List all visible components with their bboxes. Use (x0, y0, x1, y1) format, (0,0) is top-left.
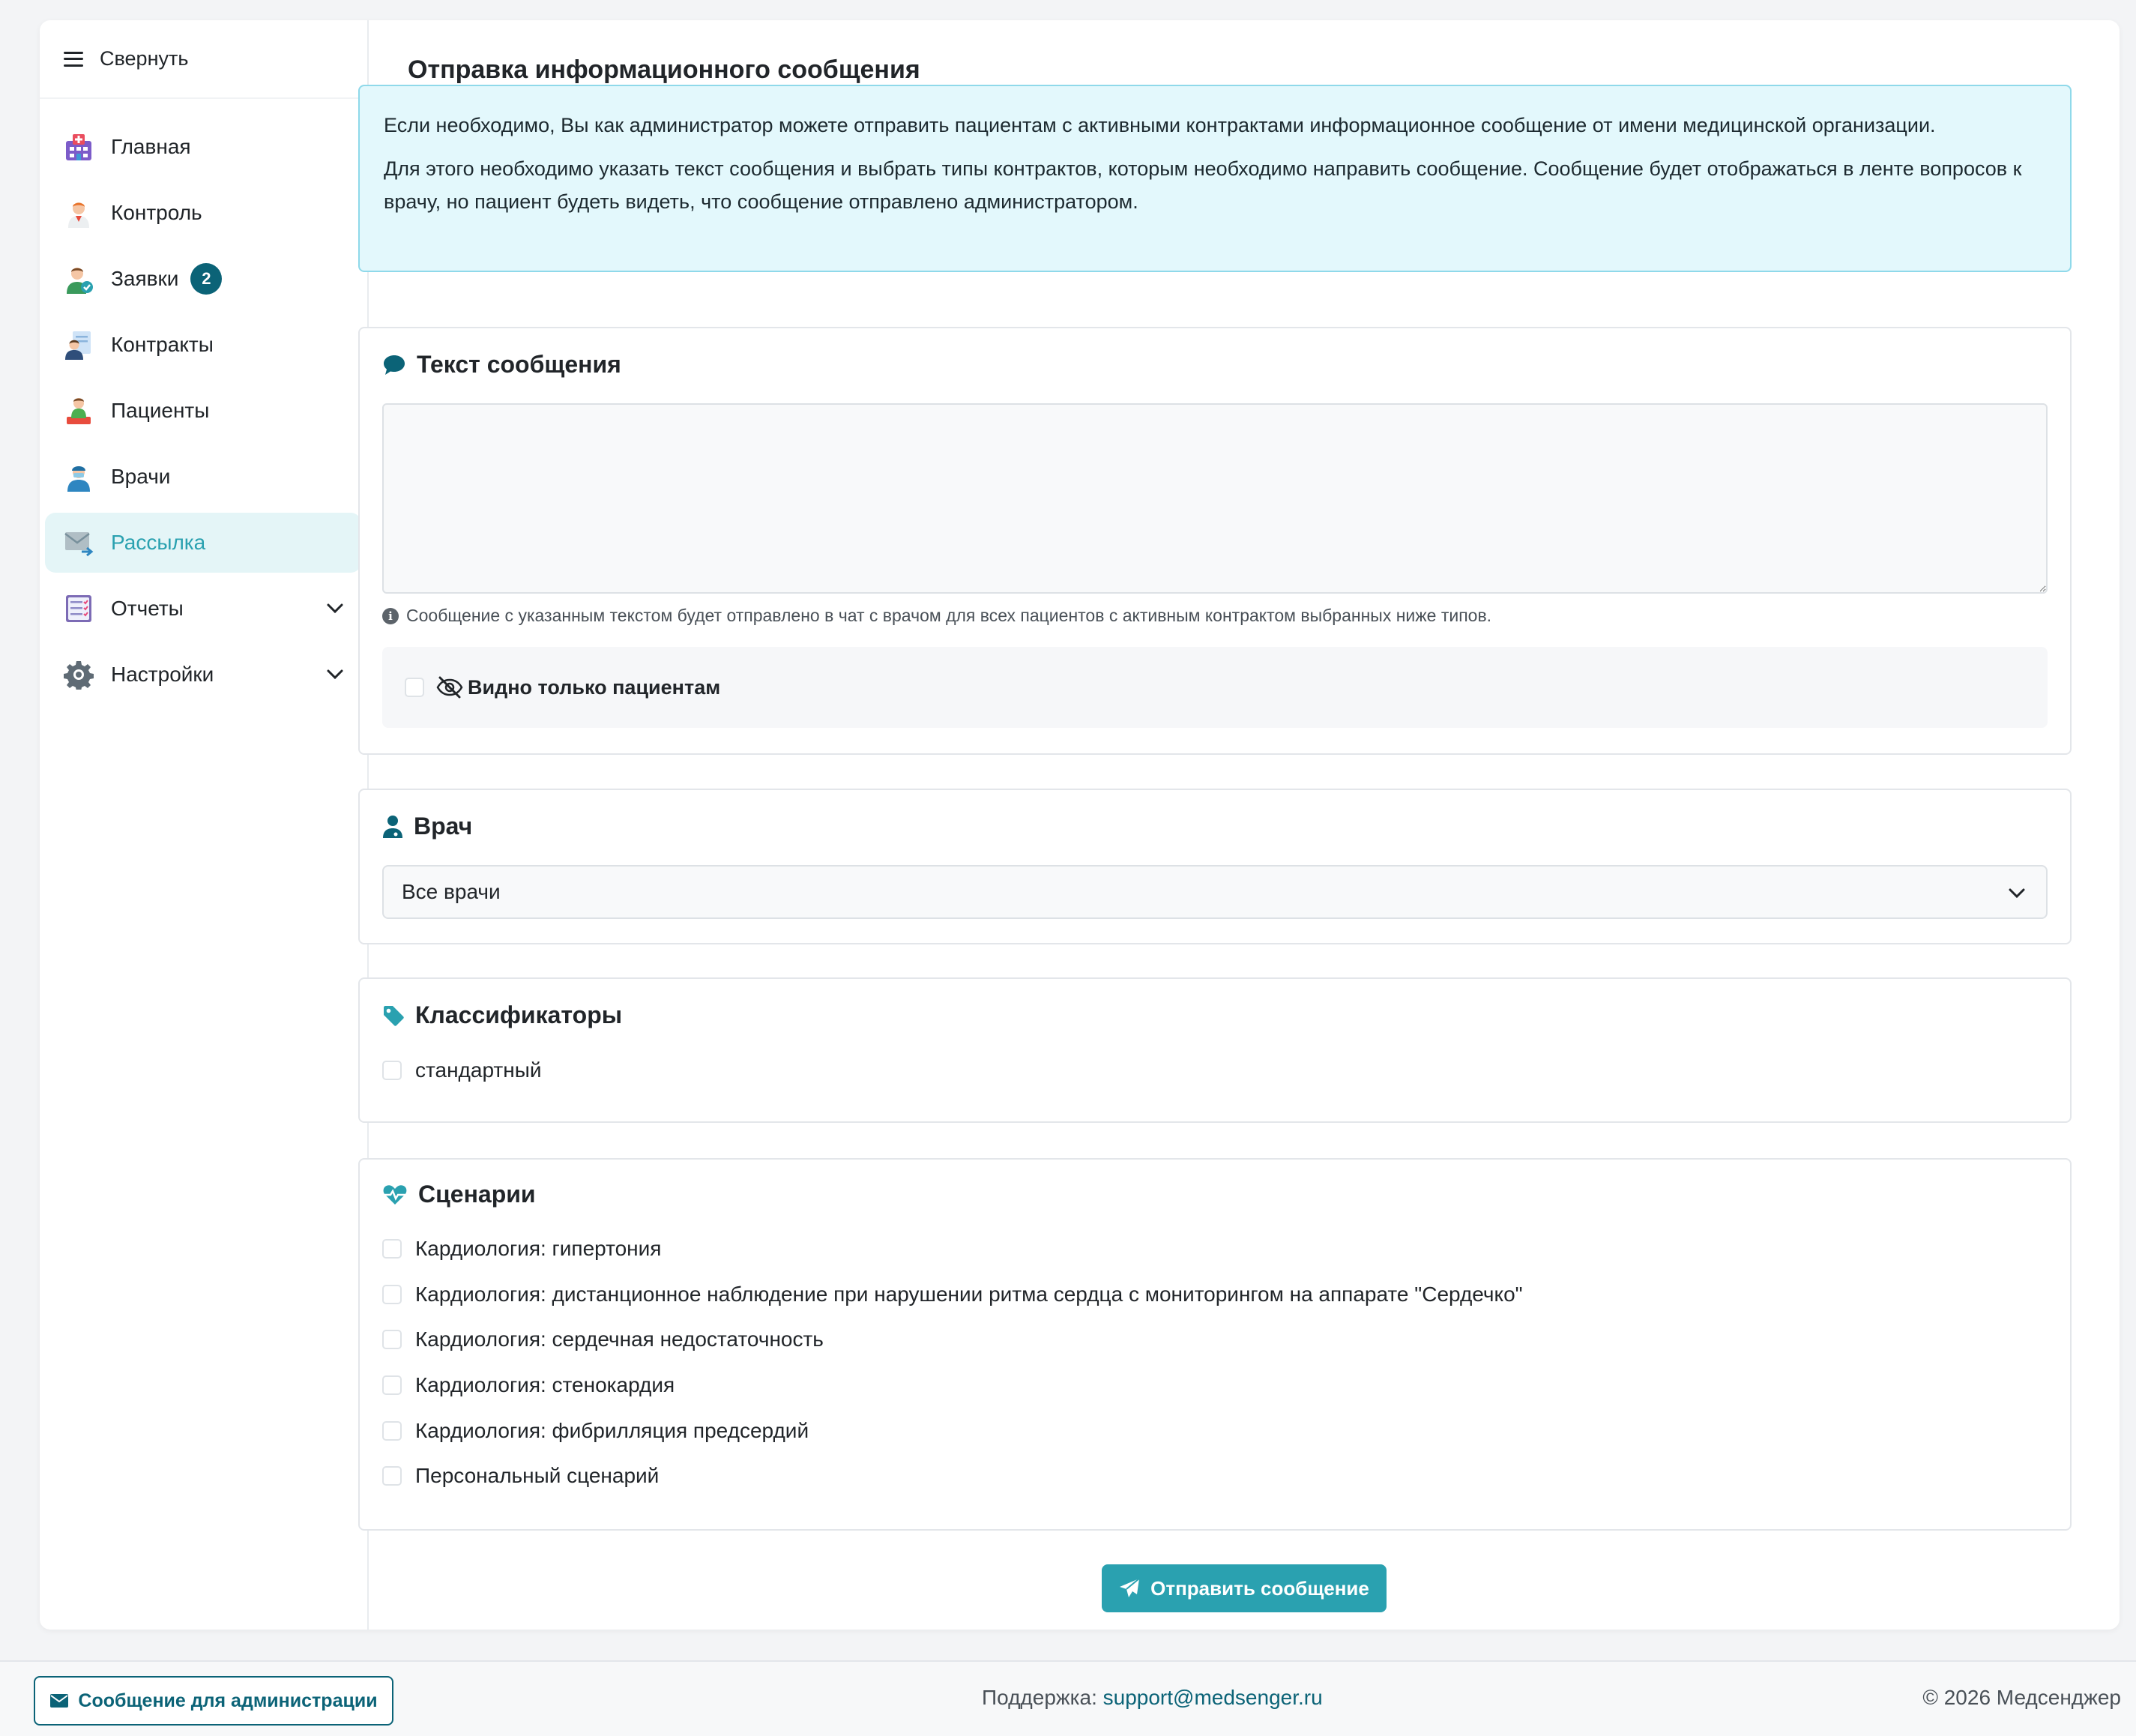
scenario-checkbox[interactable] (382, 1239, 402, 1259)
sidebar-item-label: Настройки (111, 663, 214, 686)
sidebar-item-label: Контроль (111, 201, 202, 224)
sidebar-item-patients[interactable] (45, 381, 361, 441)
footer (0, 1660, 2136, 1736)
info-alert (358, 85, 2072, 272)
scenario-label: Кардиология: дистанционное наблюдение при нарушении ритма сердца с мониторингом на аппарате "Сердечко" (415, 1283, 1523, 1306)
scenario-checkbox[interactable] (382, 1285, 402, 1304)
message-card-title (382, 351, 621, 379)
sidebar-item-label: Контракты (111, 333, 214, 356)
sidebar-item-label: Рассылка (111, 531, 206, 554)
scenarios-card-title (382, 1181, 536, 1208)
sidebar-item-mailing[interactable] (45, 513, 361, 573)
requests-count-badge: 2 (190, 263, 222, 295)
sidebar-item-settings[interactable] (45, 645, 361, 705)
scenario-option[interactable] (382, 1283, 1523, 1306)
patient-icon (64, 396, 94, 426)
scenario-option[interactable] (382, 1373, 675, 1397)
doctor-select-value: Все врачи (402, 880, 501, 903)
classifiers-card (358, 977, 2072, 1123)
scenario-option[interactable] (382, 1464, 659, 1488)
alert-paragraph: Для этого необходимо указать текст сообщения и выбрать типы контрактов, которым необходимо направить сообщение. Сообщение будет отображаться в ленте вопросов к врачу, но пациент будеть видеть, что сообщение отправлено администратором. (384, 157, 2022, 213)
heart-pulse-icon (382, 1184, 408, 1206)
scenario-checkbox[interactable] (382, 1330, 402, 1349)
classifier-label: стандартный (415, 1058, 542, 1082)
scenario-option[interactable] (382, 1327, 824, 1351)
user-doctor-icon (382, 815, 403, 839)
message-hint (382, 606, 1491, 626)
scenario-option[interactable] (382, 1419, 809, 1443)
envelope-icon (49, 1693, 69, 1708)
only-patients-option (382, 647, 2048, 728)
sidebar-item-home[interactable] (45, 117, 361, 177)
send-message-button[interactable] (1102, 1564, 1387, 1612)
sidebar-collapse-label: Свернуть (100, 47, 189, 70)
sidebar-item-label: Главная (111, 135, 191, 158)
only-patients-label: Видно только пациентам (468, 675, 721, 699)
comment-icon (382, 354, 406, 376)
scenario-option[interactable] (382, 1237, 661, 1261)
surgeon-icon (64, 462, 94, 492)
support-info (982, 1686, 1323, 1710)
scenario-checkbox[interactable] (382, 1421, 402, 1441)
user-check-icon (64, 264, 94, 294)
checklist-icon (64, 594, 94, 624)
doctor-card-title-text: Врач (414, 813, 473, 840)
chevron-down-icon (2007, 883, 2027, 902)
doctor-card (358, 789, 2072, 944)
sidebar-item-requests[interactable] (45, 249, 361, 309)
send-message-label: Отправить сообщение (1150, 1576, 1369, 1600)
admin-message-label: Сообщение для администрации (78, 1690, 378, 1711)
tag-icon (382, 1004, 405, 1027)
paper-plane-icon (1119, 1578, 1140, 1599)
sidebar-item-doctors[interactable] (45, 447, 361, 507)
sidebar-item-label: Пациенты (111, 399, 210, 422)
message-textarea[interactable] (382, 403, 2048, 594)
sidebar-nav (40, 99, 367, 705)
scenario-label: Кардиология: сердечная недостаточность (415, 1327, 824, 1351)
contract-icon (64, 330, 94, 360)
message-hint-text: Сообщение с указанным текстом будет отправлено в чат с врачом для всех пациентов с активным контрактом выбранных ниже типов. (406, 606, 1492, 625)
doctor-card-title (382, 813, 472, 840)
sidebar (40, 20, 369, 1630)
alert-paragraph: Если необходимо, Вы как администратор можете отправить пациентам с активными контрактами информационное сообщение от имени медицинской организации. (384, 114, 1936, 136)
classifier-checkbox[interactable] (382, 1061, 402, 1080)
support-email-link[interactable]: support@medsenger.ru (1102, 1686, 1323, 1709)
scenario-label: Кардиология: гипертония (415, 1237, 662, 1260)
sidebar-collapse-button[interactable] (40, 20, 367, 99)
chevron-down-icon[interactable] (325, 664, 345, 684)
message-card (358, 327, 2072, 755)
admin-message-button[interactable] (34, 1676, 393, 1726)
scenario-checkbox[interactable] (382, 1466, 402, 1486)
info-icon: i (382, 608, 399, 624)
page-title: Отправка информационного сообщения (408, 55, 920, 84)
doctor-avatar-icon (64, 198, 94, 228)
doctor-select[interactable] (382, 865, 2048, 919)
classifiers-card-title-text: Классификаторы (415, 1001, 623, 1028)
mail-send-icon (64, 528, 94, 558)
sidebar-item-label: Отчеты (111, 597, 184, 620)
scenario-label: Кардиология: стенокардия (415, 1373, 675, 1396)
classifiers-card-title (382, 1001, 622, 1029)
sidebar-item-label: Заявки (111, 267, 179, 290)
hospital-icon (64, 132, 94, 162)
scenarios-card (358, 1158, 2072, 1531)
message-card-title-text: Текст сообщения (417, 351, 621, 378)
menu-icon (64, 52, 83, 67)
support-label: Поддержка: (982, 1686, 1097, 1709)
chevron-down-icon[interactable] (325, 598, 345, 618)
scenario-label: Персональный сценарий (415, 1464, 660, 1487)
sidebar-item-reports[interactable] (45, 579, 361, 639)
sidebar-item-control[interactable] (45, 183, 361, 243)
gear-icon (64, 660, 94, 690)
only-patients-checkbox[interactable] (405, 678, 424, 697)
sidebar-item-label: Врачи (111, 465, 171, 488)
scenario-label: Кардиология: фибрилляция предсердий (415, 1419, 809, 1442)
eye-slash-icon (436, 676, 463, 699)
copyright: © 2026 Медсенджер (1922, 1686, 2121, 1709)
scenarios-card-title-text: Сценарии (418, 1181, 536, 1208)
classifier-option[interactable] (382, 1058, 541, 1082)
sidebar-item-contracts[interactable] (45, 315, 361, 375)
scenario-checkbox[interactable] (382, 1375, 402, 1395)
